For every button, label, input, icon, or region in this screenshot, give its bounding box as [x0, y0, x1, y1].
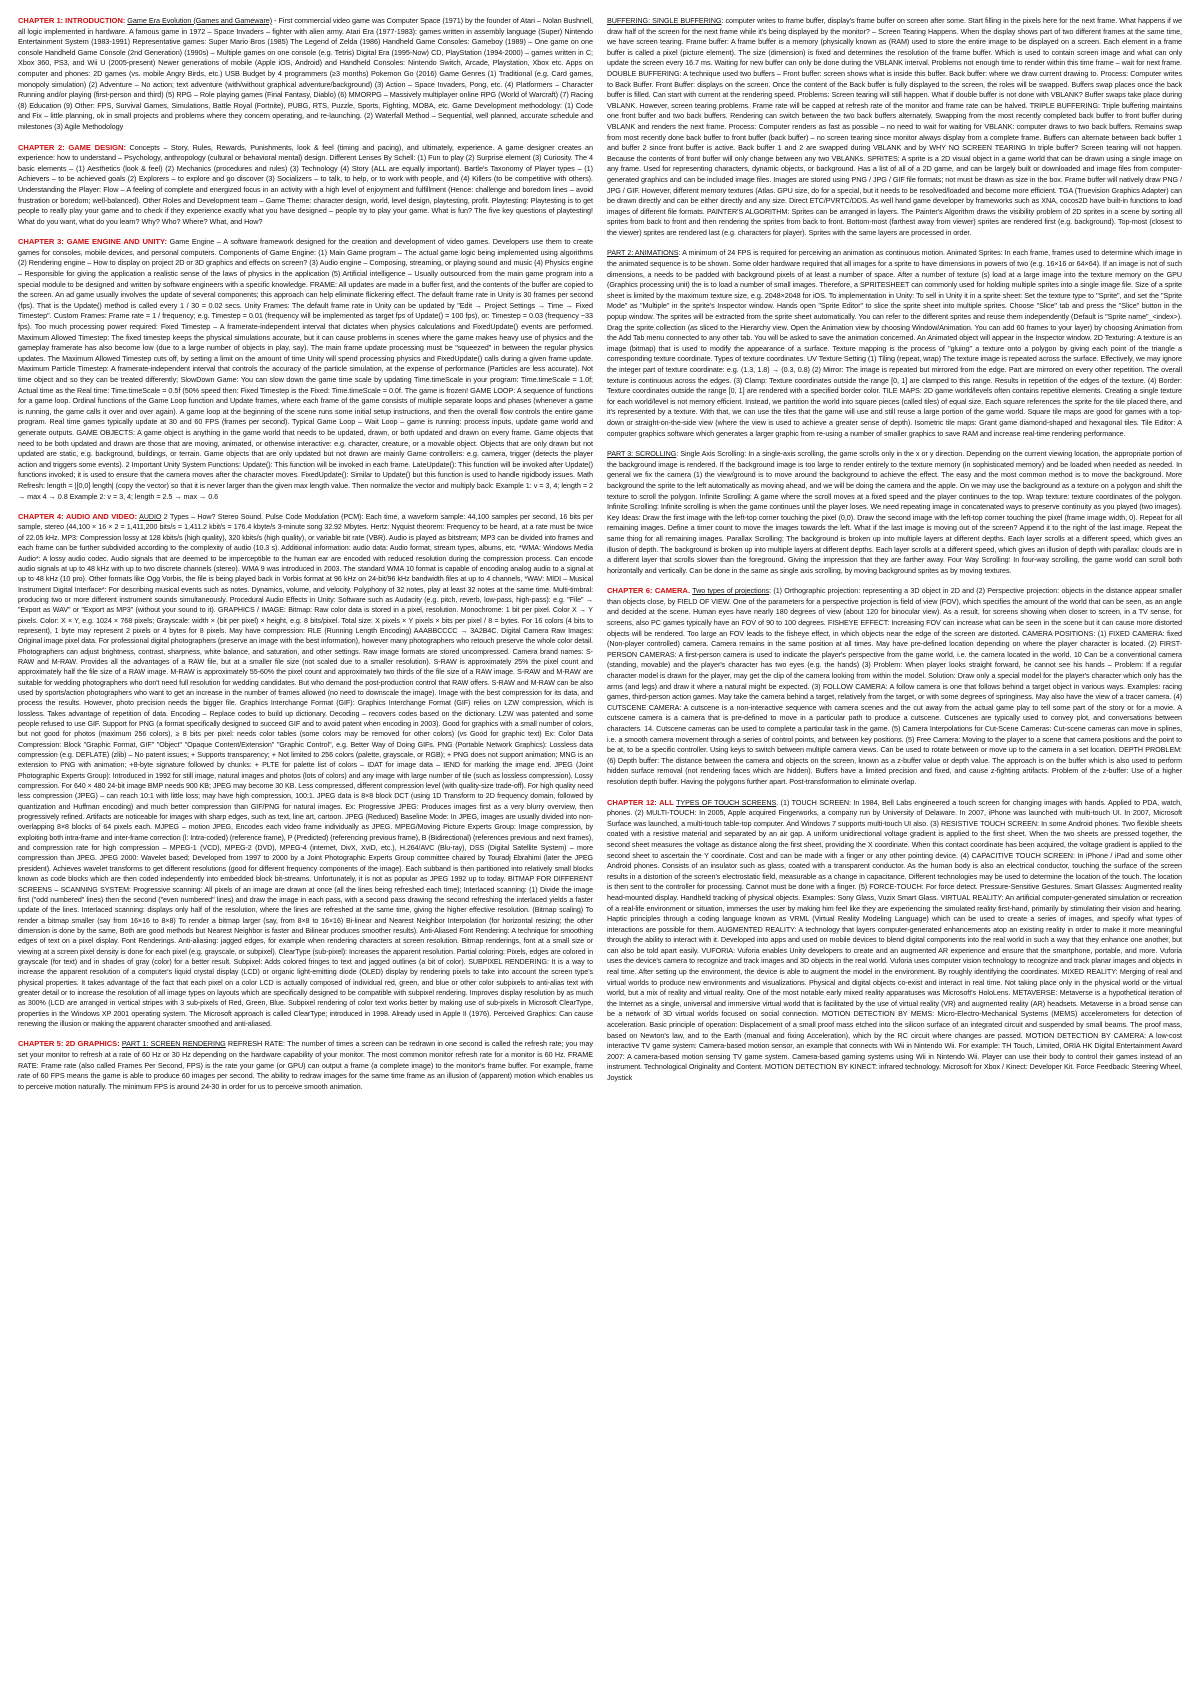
left-column	[18, 16, 593, 1684]
section-audio-video	[18, 512, 593, 1029]
section-body: : A minimum of 24 FPS is required for perceiving an animation as continuous motion. Animated Sprites: In each frame, frames used to determine which image in the animated sequence is to be shown. Some older hardware required that all images for a sprite to have dimensions in powers of two (e.g. 16×16 or 64×64). If an image is not of such dimensions, a needs to be padded with background pixels of at least a number of space. After a number of texture (s) load at a large image into the texture memory on the GPU (Graphics processing unit) the is to load a number of small images. Therefore, a SPRITESHEET can commonly used for holding multiple sprites into a single image file. Size of a sprite sheet is limited by the maximum texture size, e.g. 2048×2048 for iOS. To implementation in Unity: To sell in Unity it in a sprite sheet: Set the texture type to "Sprite", and set the "Sprite Mode" as "Multiple" in the sprite's Inspector window. Hands open "Sprite Editor" to slice the sprite sheet into multiple sprites. Choose "Slice" tab and press the "Slice" button in the popup window. The sprites will be extracted from the sprite sheet automatically. You can refer to the different sprites and reuse them independently (Default is "Sprite name"_<index>). Drag the sprite collection (as sliced to the Hierarchy view. Open the Animation view by choosing Window/Animation. You can add 60 frames to your layer) by choosing Animation from the Add Tab menu connected to any other tab. You will be asked to save the animation concerned. An Animated object will appear in the Inspector window. 2D Texturing: A texture is an image (bitmap) that is used to modify the appearance of a surface. Texture mapping is the process of "gluing" a texture onto a polygon by giving each point of the triangle a corresponding texture coordinate. Types of texture coordinates. UV Texture Setting (1) Tiling (repeat, wrap) The texture image is repeated across the surface. Effectively, we may ignore the integer part of texture coordinate: e.g. (1.3, 1.8) → (0.3, 0.8) (2) Mirror: The image is repeated but mirrored from the edge. Part are mirrored on every other repetition. The overall texture is continuous across the edges. (3) Clamp: Texture coordinates outside the range [0, 1] are clamped to this range. Results in repetition of the edges of the texture. (4) Border: Texture coordinates outside the range [0, 1] are rendered with a specified border color. TILE MAPS: 2D game world/levels often contains repetitive elements. Creating a single texture for each world/level is not memory efficient. Instead, we partition the world into square pieces (called tiles) of equal size. Each square references the sprite for the tile placed there, and it's represented by a texture. With that, we can use the tiles that the game will use and still reuse a large portion of the game world. Square tile maps are good for games with a top-down or straight-on-the-side view (where the view is used to achieve a greater sense of depth). Isometric tile maps: Grant game diamond-shaped and hexagonal tiles. Tile Editor: A computer graphics software which generates a larger graphic from re-using a number of smaller graphics to save RAM and increase real-time rendering performance.	[607, 248, 1182, 438]
section-paragraph	[607, 798, 1182, 1084]
section-animations	[607, 248, 1182, 439]
section-body: REFRESH RATE: The number of times a screen can be redrawn in one second is called the refresh rate; you may set your monitor to refresh at a rate of 60 Hz or 30 Hz depending on the hardware capability of your monitor. The most common monitor refresh rate for a monitor is 60 Hz. FRAME RATE: Frame rate (also called Frames Per Second, FPS) is the rate your game (or GPU) can output a frame (a complete image) to the monitor's frame buffer. For example, frame rate of 60 FPS means the game is able to produce 60 images per second. The ability to redraw images for the same time frame as an illusion of (apparent) motion which enables us to perceive motion naturally. The minimum FPS is around 24-30 in order for us to perceive smooth animation.	[18, 1039, 593, 1091]
section-heading: CHAPTER 3: GAME ENGINE AND UNITY:	[18, 237, 167, 247]
section-body: : computer writes to frame buffer, display's frame buffer on screen after some. Start filling in the pixels here for the next frame. What happens if we draw half of the screen for the next frame while it's being displayed by the monitor? – Screen Tearing Happens. When the display shows part of two different frames at the same time, we have screen tearing. Frame buffer: A frame buffer is a memory (physically known as (RAM) used to store the entire image to be displayed on a screen. Each element in a frame buffer is called a pixel (picture element). The size (dimension) is fixed and determines the resolution of the frame buffer. Which is used to contain screen image and what can only update the screen every 16.7 ms. Waiting for new buffer can only be done during the VBLANK interval. Problems not enough time to render within this time frame – wait for next frame. DOUBLE BUFFERING: A technique used two buffers – Front buffer: screen shows what is inside this buffer. Back buffer: where we draw current drawing to. Process: Computer writes to Back Buffer. Front Buffer: displays on the screen. Once the content of the Back buffer is fully displayed to the screen, the roles will be swapped. Buffers swap places once the back buffer is filled. Can start with current at the rendering speed. Problems: Screen tearing will still happen. What if double buffer is not done with VBLANK? Buffer swaps take place during VBLANK. However, screen tearing problems. Frame rate will be capped at refresh rate of the monitor and frame rate can be halved. TRIPLE BUFFERING: Triple buffering maintains one front buffer and two back buffers. Rendering can switch between the two back buffers alternately. Swapping from the most recently completed back buffer to front buffer during VBLANK and renders the next frame. Process: Computer renders as fast as possible – no need to wait for waiting for VBLANK: computer draws to two back buffers. Remains swap from most recently done back buffer to front buffer (back buffer) – no screen tearing since monitor always display from a complete frame. Buffers can alternate between back buffer 1 and buffer 2 since front buffer is active. Back buffer 1 and 2 are swapped during VBLANK and by WHY NO SCREEN TEARING In triple buffer? Screen tearing will not happen. Because the contents of front buffer will only change between any two VBLANKs. SPRITES: A sprite is a 2D visual object in a game world that can be drawn using a single image on any frame. Used for representing characters, dynamic objects, or background. Has a list of all of a 2D game, and can be largely built or downloaded and image files from computer-generated graphics and can be included image files. Images are stored using PNG / JPG / GIF file formats; not must be drawn as size in the box. Frame buffer will natively draw PNG / JPG / GIF. However, different memory textures (Atlas. GPU size, do for a special, but it needs to be resolved/loaded and become more efficient. TGA (Truevision Graphics Adapter) can be drawn directly and can be either directly and any size. Direct ETC/PVRTC/DDS. As well hand game developer by frameworks such as XNA, cocos2D have built-in functions to load images of different file formats. PAINTER'S ALGORITHM: Sprites can be arranged in layers. The Painter's Algorithm draws the visibility problem of 2D sprites in a scene by sorting all sprites from back to front and then rendering the sprites from back to front. Bottom-most (farthest away from viewer) sprites are rendered first (e.g. background). Top-most (closest to the viewer) sprites are rendered last (e.g. characters for player). Sprites with the same layers are processed in order.	[607, 16, 1182, 237]
section-heading: CHAPTER 1: INTRODUCTION:	[18, 16, 126, 25]
section-touch-screens	[607, 798, 1182, 1084]
section-camera	[607, 586, 1182, 787]
section-paragraph	[18, 143, 593, 228]
section-lead: BUFFERING: SINGLE BUFFERING	[607, 16, 722, 25]
section-introduction	[18, 16, 593, 133]
section-body: - First commercial video game was Computer Space (1971) by the founder of Atari – Nolan Bushnell, all logic implemented in hardware. A famous game in 1972 – Space Invaders – fighter with alien army. Atari Era (1977-1983): games written in assembly language (Super) Nintendo Entertainment System (1983-1991) Representative games: Super Mario Bros (1985) The Legend of Zelda (1986) Handheld Game Consoles: Gameboy (1989) – One game on one console Handheld Game Console (2nd Generation) (1990s) – Multiple games on one console (e.g. Tetris) Digital Era (1995-Now) CD, PlayStation (1994-2000) – games written in C; Xbox 360, PS3, and Wii U (2005-present) Newer generations of mobile (Apple iOS, Android) and Handheld Consoles: Nintendo Switch, Arcade, Playstation, Xbox etc. Apps on computer and phones: 2D games (vs. mobile Angry Birds, etc.) USB Budget by 4 programmers (≥3 months) Pokemon Go (2016) Game Genres (1) Traditional (e.g. Card games, monopoly simulation) (2) Adventure – No action; text adventure (with/without graphical adventure/background) (3) Action – Space Invaders, Pong, etc. (4) Platformers – Character Running and/or playing (first-person and third) (5) RPG – Role playing games (Final Fantasy, Diablo) (6) MMORPG – Massively multiplayer online RPG (World of Warcraft) (7) Racing (8) Education (9) Other: FPS, Survival Games, Simulations, Battle Royal (Fortnite), PUBG, RTS, Puzzle, Sports, Fighting, MOBA, etc. Game Development methodology: (1) Code and Fix – little planning, ok in small projects and problems where they concern operating, and re-launching. (2) Waterfall Method – Sequential, well planned, accurate schedule and milestones (3) Agile Methodology	[18, 16, 593, 131]
section-heading: CHAPTER 6: CAMERA.	[607, 586, 690, 596]
section-body: Concepts – Story, Rules, Rewards, Punishments, look & feel (timing and pacing), and ultimately, experience. A game designer creates an experience: how to understand – Psychology, anthropology (cultural or behavioral mental) design. Different Lenses By Schell: (1) Fun to play (2) Surprise element (3) Curiosity. The 4 basic elements – (1) Aesthetics (look & feel) (2) Mechanics (procedures and rules) (3) Technology (4) Story (ALL are equally important). Bartle's Taxonomy of Player types – (1) Achievers – to be achieved goals (2) Explorers – to explore and go discover (3) Socializers – to talk, to help, or to work with people, and (4) Killers (to be competitive with others). Understanding the Player: Flow – A feeling of complete and energized focus in an activity with a high level of enjoyment and fulfillment (Hence: challenge and boredom lines – avoid frustration or boredom; well-balanced). Other Roles and Development team – Game Theme: character design, world, level design, playtesting, profit. Playtesting: Playtesting is to get people to really play your game and to check if they experience exactly what you have designed – people try to play your game. What is fun? The five key questions of playtesting! What do you want, what do you learn? Why? Who? Where? What, and How?	[18, 142, 593, 226]
section-lead: Game Era Evolution (Games and Gameware)	[127, 16, 273, 25]
section-game-engine	[18, 237, 593, 502]
right-column	[607, 16, 1182, 1684]
section-paragraph	[607, 586, 1182, 787]
section-lead: PART 3: SCROLLING	[607, 449, 677, 459]
section-paragraph	[18, 1039, 593, 1092]
section-heading: CHAPTER 5: 2D GRAPHICS:	[18, 1039, 120, 1049]
section-paragraph	[18, 512, 593, 1029]
section-lead: Two types of projections	[692, 586, 770, 596]
section-buffering	[607, 16, 1182, 238]
section-body: : Single Axis Scrolling: In a single-axis scrolling, the game scrolls only in the x or y direction. Depending on the current viewing location, the appropriate portion of the background image is rendered. If the background image is too large to render entirely to the texture memory (in sophisticated memory) and be loaded when needed as needed. In general we fix the camera (1) the view/ground is to move around the background to achieve the effect. The easy and the most common method is to move the background. More background the sprite to the left automatically as moving ahead, and we will be doing the camera and the apple. On we may use the background as a texture on a polygon and shift the texture to scroll the polygon. Infinite Scrolling: A game where the scroll moves at a fixed speed and the player continues to the top. Wrap texture: texture coordinates of the polygon. Infinite Scrolling: Infinite scrolling is when the game continues until the player loses. We need repeating image in concatenated ways to preserve continuity as you played (two images). Key Ideas: Draw the first image with the left-top corner touching the pixel (0,0). Draw the second image with the left-top corner touching the pixel (frame image width, 0). Repeat for all remaining images. Define a timer count to move the images towards the left. What if the last image is moving out of the screen? Append it to the right of the last image. Repeat the same thing for all remaining images. Parallax Scrolling: The background is broken up into multiple layers at different depths. Each layer scrolls at a different speed, which gives an illusion of depth. The background is broken up into multiple layers at different depths. Each layer scrolls at a different speed, which gives an illusion of depth with parallax: clouds are in a different layer that scrolls slower than the foreground. Giving the impression that they are farther away. Four Way Scrolling: In four-way scrolling, the game world can scroll both horizontally and vertically. Can be done in the same as single axis scrolling, by moving background sprites as by moving textures.	[607, 449, 1182, 575]
section-lead: AUDIO	[139, 513, 162, 522]
section-game-design	[18, 143, 593, 228]
section-heading: CHAPTER 12: ALL	[607, 797, 674, 807]
section-body: : (1) Orthographic projection: representing a 3D object in 2D and (2) Perspective projection: objects in the distance appear smaller than objects close, by FIELD OF VIEW. One of the parameters for a perspective projection is field of view (FOV), which specifies the amount of the world that can be seen, as an angle and decided at the scene. Human eyes have nearly 180 degrees of view (about 120 for binocular view). As a result, for screens showing when closer to screen, in a TV sense, for screens, also PC games typically have an FOV of 90 to 100 degrees. FISHEYE EFFECT: Increasing FOV can increase what can be seen in the scene but it can cause more distorted objects will be rendered. Too large an FOV leads to the fisheye effect, in which objects near the edge of the screen are distorted. CAMERA POSITIONS: (1) FIXED CAMERA: fixed (Non-player controlled) camera. Camera remains in the same position at all times. May have pre-defined location depending on where the player character is located. (2) FIRST-PERSON CAMERAS: A first-person camera is used to indicate the player's perspective from the game world, i.e. the camera located in the world. 10 Can be a conventional camera (standing, movable) and the player's character has two eyes (e.g. the hands) (3) Problem: When player looks straight forward, he cannot see his hands – Problem: If a regular character model is drawn for the player, may get the clip of the camera looking from within the model. Solution: Draw only a special model for the player's character which only has the arms (and legs) and draw it where a natural might be expected. (3) FOLLOW CAMERA: A follow camera is one that follows behind a target object in various ways. Examples: racing games, third-person action games. May take the camera behind a target, relatively from the target, or with some degrees of springiness. May also have the view of a tracer camera. (4) CUTSCENE CAMERA: A cutscene is a non-interactive sequence with camera scenes and the cut away from the actual game play to tell some part of the story or for a movie. A cutscene camera is a camera that is pre-defined to move in a particular path to produce a cutscene. Cutscenes are typically used to convey plot, and conversations between characters. 14. Cutscene cameras can be used to complete a particular task in the game. (5) Camera Interpolations for Cut-Scene Cameras: Cut-scene cameras can move in splines, i.e. a smooth camera movement through a series of control points, and between key positions. (5) Free Camera: Moving to the player to a scene that camera positions and the point to be at, to be a specific controller. Using keys to switch between multiple camera views. Can be used to rotate between or move up to the camera in a set location. DEPTH PROBLEM: (6) Depth buffer: The distance between the camera and objects on the screen, known as a z-buffer value or depth value. The approach is on the buffer which is also used to perform hidden surface removal (not rendering faces which are hidden). Buffers have a limited precision and fixed, and cause z-fighting artifacts. Problem of the z-buffer: Use of a higher resolution depth buffer. Having the polygons further apart. Post-transformation to eliminate overlap.	[607, 586, 1182, 786]
section-2d-graphics	[18, 1039, 593, 1092]
section-paragraph	[18, 237, 593, 502]
section-body: Game Engine – A software framework designed for the creation and development of video games. Developers use them to create games for consoles, mobile devices, and personal computers. Components of Game Engine: (1) Main Game program – The actual game logic being implemented using algorithms (2) Rendering engine – How to display on project 2D or 3D graphics and effects on screen? (3) Audio engine – Composing, streaming, or playing sound and music (4) Physics engine – Responsible for giving the application a realistic sense of the laws of physics in the application (5) Artificial intelligence – Usually outsourced from the main game program into a special module to be designed and written by software engineers with a specific knowledge. FRAME: All updates are made in a buffer first, and the contents of the buffer are copied to the screen. An ad game usually involves the update of several components; this approach can help eliminate flickering effect. The default frame rate in Unity is 30 frames per second (fps). That is the Update() method is called every 1 / 30 = 0.02 secs. Unity Frames: The default frame rate in Unity can be updated by "Edit → Project Settings → Time → Fixed Timestep". Custom Frames: Frame rate = 1 / frequency; e.g. Timestep = 0.01 (frequency will be implemented as target fps of Update() = 100 fps), or: Timestep = 0.03 (frequency ~33 fps). Too much processing power required: Fixed Timestep – A framerate-independent interval that dictates when physics calculations and FixedUpdate() events are performed. Maximum Allowed Timestep: The fixed timestep keeps the physical simulations accurate, but it can cause problems in scenes where the game makes heavy use of physics and the gameplay framerate has also become low (due to a large number of objects in play, say). The main frame update processing must be "squeezed" in between the regular physics updates. The Maximum Allowed Timestep cuts off, by setting a limit on the amount of time Unity will spend processing physics and FixedUpdate() calls during a given frame update. Maximum Particle Timestep: A framerate-independent interval that controls the accuracy of the particle simulation, at the expense of performance (Particles are less accurate). Not time object and so they can be treated differently; SlowDown Game: You can slow down the game time scale by updating Time.timeScale in your program: Time.timeScale = 1.0f; Actual time as the Real time: Time.timeScale = 0.5f (50% speed then: Fixed Timestep is the Fixed: Time.timeScale = 0.0f. The game is frozen! GAME LOOP: A sequence of functions for a game loop. Ordinal functions of the Game Loop function and Update frames, where each frame of the game consists of multiple separate loops and phases (whenever a game is running, the game calls it over and over again). A game loop at the beginning of the scene runs some initial setup instructions, and then the overall flow controls the entire game program. Real time games typically update at 30 and 60 FPS (frames per second). Typical Game Loop – Wait Loop – game is running: process inputs, update game world and generate outputs. GAME OBJECTS: A game object is anything in the game world that needs to be updated, drawn, or both updated and drawn on every frame. Game objects that need to be both updated and drawn are those that are moving, animated, or otherwise interactive: e.g. character, creature, or a movable object. Objects that are only drawn but not updated are static, e.g. background, buildings, or terrain. Game objects that are only updated but not drawn are mainly Game controllers: e.g. camera, trigger (detects the player action and triggers some events). 2 Important Unity System Functions: Update(): This function will be invoked in each frame. LateUpdate(): This function will be invoked after Update() functions invoked; it is used to ensure that the camera moves after the character moves. FixedUpdate(): Similar to Update() but this function is used to handle rigidbody issues. Math Refresh: length = |[0,0] length| (copy the vector) so that it is never larger than the given max length value. Then normalize the vector and multiply back: Example 1: v = 3, 4; length = 2 → max 4 → 0.8 Example 2: v = 3, 4; length = 2.5 → max → 0.6	[18, 237, 593, 501]
section-heading: CHAPTER 4: AUDIO AND VIDEO:	[18, 512, 138, 522]
section-scrolling	[607, 449, 1182, 576]
section-lead: PART 2: ANIMATIONS	[607, 248, 679, 258]
section-paragraph	[607, 16, 1182, 238]
section-heading: CHAPTER 2: GAME DESIGN:	[18, 142, 126, 152]
section-lead: PART 1: SCREEN RENDERING	[121, 1039, 226, 1049]
section-body: . (1) TOUCH SCREEN: In 1984, Bell Labs engineered a touch screen for changing images with hands. Applied to PDA, watch, phones. (2) MULTI-TOUCH: In 2005, Apple acquired Fingerworks, a company run by University of Delaware. In 2007, iPhone was launched with multi-touch UI. In 2007, Microsoft Surface was launched, a multi-touch table-top computer. And Windows 7 supports multi-touch UI also. (3) RESISTIVE TOUCH SCREEN: In some Android phones. Two flexible sheets coated with a resistive material and separated by an air gap. A uniform unidirectional voltage gradient is applied to the first sheet. When the two sheets are pressed together, the second sheet measures the voltage as distance along the first sheet, providing the X coordinate. When this contact coordinate has been acquired, the voltage gradient is applied to the second sheet to ascertain the Y coordinate. Cost and can be made with a finger or any other pointing device. (4) CAPACITIVE TOUCH SCREEN: In iPhone / iPad and some other Android phones. Consists of an insulator such as glass, coated with a transparent conductor. As the human body is also an electrical conductor, touching the surface of the screen results in a distortion of the screen's electrostatic field, measurable as a change in capacitance. Different technologies may be used to determine the location of the touch. The location is then sent to the controller for processing. Cannot must be done with a finger. (5) FORCE-TOUCH: For force detect. Pressure-Sensitive Gestures. Smart Glasses: Augmented reality head-mounted display. Handheld tracking of physical objects. Examples: Sony Glass, Vuzix Smart Glass. VIRTUAL REALITY: An artificial computer-generated simulation or recreation of a real-life environment or situation, immerses the user by making him feel like they are experiencing the simulated reality first-hand, primarily by stimulating their vision and hearing. Haptic principles through a coding language known as VRML (Virtual Reality Modeling Language) which can be used to create a series of images, and specify what types of interactions are possible for them. AUGMENTED REALITY: A technology that layers computer-generated enhancements atop an existing reality in order to make it more meaningful through the ability to interact with it. Developed into apps and used on mobile devices to blend digital components into the real world in such a way that they enhance one another, but can also be told apart easily. VUFORIA: Vuforia enables Unity developers to create and an augmented AR experience and ensure that the smartphone, portable, and more. Vuforia uses the device's camera to recognize and track images and 3D objects in the real world. Vuforia uses computer vision technology to recognize and track planar images and objects in real time. After setting up the environment, the device is able to augment the model in the environment. By roughly identifying the coordinates. MIXED REALITY: Merging of real and virtual worlds to produce new environments and visualizations. Physical and digital objects co-exist and interact in real time. Not taking place only in the physical world or the virtual world, but a mix of reality and virtual reality. One of the most notable early mixed reality apparatuses was Microsoft's HoloLens. METAVERSE: Metaverse is a hypothetical iteration of the Internet as a single, universal and immersive virtual world that is facilitated by the use of virtual reality (VR) and augmented reality (AR) headsets. Metaverse in a broad sense can be a network of 3D virtual worlds focused on social connection. MOTION DETECTION BY MEMS: Micro-Electro-Mechanical Systems (MEMS) accelerometers for detection of acceleration. Basic principle of operation: Displacement of a small proof mass etched into the silicon surface of an integrated circuit and suspended by small beams. The proof mass, based on Newton's law, and to the Earth (manual and fixing Acceleration), which by the RC circuit where changes are passed. MOTION DETECTION BY CAMERA: A low-cost interactive TV game system: Camera-based motion sensor, an example that connects with Wii in Nintendo Wii. For example: TH Touch, Limited, ORIA HK Digital Entertainment Award 2007: A camera-based motion sensing TV game system. Camera-based gaming systems using Wii in Nintendo Wii. Player can use their body to control their games instead of an instrument. Technological Originality and Content. MOTION DETECTION BY KINECT: infrared technology. Microsoft for Xbox / Kinect: Developer Kit. Force Feedback: Steering Wheel, Joystick	[607, 797, 1182, 1082]
section-paragraph	[607, 248, 1182, 439]
section-lead: TYPES OF TOUCH SCREENS	[676, 797, 777, 807]
section-body: 2 Types – How? Stereo Sound. Pulse Code Modulation (PCM): Each time, a waveform sample: 44,100 samples per second, 16 bits per sample, stereo (44,100 × 16 × 2 = 1,411,200 bits/s = 1,411.2 kbit/s = 176.4 kbyte/s 3-minute song 32.92 Mbytes. Hertz: Nyquist theorem: Frequency to be heard, at a rate must be twice of 22.05 kHz. MP3: Compression lossy at 128 kbits/s (high quality), 320 kbits/s (high quality), or variable bit rate (VBR). Audio is played as bitstream; MP3 can be divided into frames and each frame can be further subdivided according to the complexity of audio (10.3 s). Additional information: audio data: Audio format, stream types, albums, etc. *WMA: Windows Media Audio*: A lossy audio codec. Audio signals that are deemed to be imperceptible to the human ear are encoded with reduced resolution during the compression process. Can encode audio signals at up to 48 kHz with up to two discrete channels (stereo). WMA 9 was introduced in 2003. The standard WMA 10 format is capable of encoding analog audio to a signal at up to 48 kHz (10 pro). Other formats like Ogg Vorbis, the file is being played back in Vorbis format at 96 kHz on 24-bit/96 kHz bandwidth files at up to 4 channels, *WAV: MIDI – Musical Instrument Digital Interface*: For describing musical events such as notes. Dynamics, volume, and velocity. Polyphony of 32 notes, play at least 32 notes at the same time. Multi-timbral: producing two or more different instrument sounds simultaneously. Procedural Audio Effects in Unity: Software such as Audacity (e.g. pitch, reverb, low-pass, high-pass): e.g. "File" → "Export as WAV" or "Export as MP3" (without your sound to it). GRAPHICS / IMAGE: Bitmap: Raw color data is stored in a pixel, resolution. Monochrome: 1 bit per pixel. Color X → Y pixels. Color: X × Y, e.g. 1024 × 768 pixels; Grayscale: width × (bit per pixel) × height, e.g. 8 bits/pixel. Total size: X pixels × Y pixels × bits per pixel / 8 = bytes. For 16 colors (4 bits to represent), 1 byte may represent 2 pixels or 4 bytes for 8 pixels. May have compression: RLE (Running Length Encoding) AAABBCCCC → 3A2B4C. Digital Camera Raw Images: Original image pixel data. For professional digital photographers (preserve an image with the best information), however many photographers who retouch preserve the whole color detail. Photographers can adjust brightness, contrast, sharpness, white balance, and saturation, and other settings. Raw image formats are stored uncompressed. Camera brand names: S-RAW and M-RAW. Provides all the advantages of a RAW file, but at a smaller file size (not scaled due to a smaller resolution). S-RAW is approximately 25% the pixel count and approximately half the file size of a RAW image. M-RAW is approximately 55-60% the pixel count and approximately two thirds of the file size of a RAW image. S-RAW and M-RAW are suitable for wedding photographers who don't need full resolution for wedding candidates. But who demand the post-production control that RAW offers. S-RAW and M-RAW can be also used by sports/action photographers who want to get an increase in the number of frames allowed (no need to downscale the image). Image with the best compression for its data, and process the results. However, photo precision needs the bigger file. Graphics Interchange Format (GIF): Graphics Interchange Format (GIF) relies on LZW compression, which is lossless. Takes advantage of repetition of data. Encoding – Replace codes to build up dictionary. Decoding – recovers codes based on the dictionary. LZW was patented and some people refused to use GIF. Support for PNG (a format specifically designed to succeed GIF and to avoid patent when encoding in 2003). Good for graphics with a small number of colors, but not good for photos (maximum 256 colors), ≥ 8 bits per pixel: needs color tables (some colors may be removed for other colors) (vs Good for graphic text) Ex: Color Data Compression: Block "Graphic Format, GIF" "Object" "Opaque Content/Extension" "Graphic Control", e.g. Better Way of Doing GIFs. PNG (Portable Network Graphics): Lossless data compression (e.g. DEFLATE) (zlib) – No patent issues; + Supports transparency; + Not limited to 256 colors (palette, grayscale, or RGB); + PNG does not support animation; MNG is an extension to PNG with animation; +8-byte signature followed by chunks: + PLTE for palette list of colors – IDAT for image data – IEND for marking the image end. JPEG (Joint Photographic Experts Group): Introduced in 1992 for still image, natural images and photos (lots of colors) and any image with large number of tile (such as lossless compression). Lossy compression. For 640 × 480 24-bit image BMP needs 900 KB; JPEG may become 30 KB. Less compressed, different compression level (with quality-size trade-off). For high quality need less compression (JPEG) – can reach 10:1 with little loss; may have high compression, 100:1. JPEG data is 8×8 block DCT (using 1D Transform to 2D frequency domain, followed by quantization and Huffman encoding) and much better compression than GIF/PNG for natural images. Ex: Progressive JPEG: Produces images first as a very blurry overview, then progressively refined. Artifacts are noticeable for images with sharp edges, such as text, line art, cartoon. JPEG (Reduced) Baseline Mode: In JPEG, images are usually divided into non-overlapping 8×8 blocks of 64 pixels each. MJPEG – motion JPEG, Encodes each video frame individually as JPEG. MPEG/Moving Picture Experts Group: Image compression, by exploiting both intra-frame and inter-frame correction (l: Intra-coded) (reference frame), P (Predicted) (referencing previous frame), B (Bidirectional) (references previous and next frames), and compression rate for high compression – MPEG-1 (VCD), MPEG-2 (DVD), MPEG-4 (internet, DivX, XviD, etc.), H.264/AVC (Blu-ray), DSS (Digital Satellite System) – more compression than JPEG. JPEG 2000: Wavelet based; Developed from 1997 to 2000 by a Joint Photographic Experts Group committee chaired by Touradj Ebrahimi (later the JPEG president). Achieves wavelet transforms to get different resolutions (good for different frequency components of the image). Each subband is then partitioned into relatively small blocks known as code blocks which are then coded independently into embedded block bit-streams. Unfortunately, it is not as popular as JPEG 1992 up to today. BITMAP FOR DIFFERENT SCREENS – SCANNING SYSTEM: Progressive scanning: All pixels of an image are drawn at once (all the lines being refreshed each time); Interlaced scanning: (1) Divide the image first ("odd numbered" lines) then the second ("even numbered" lines) and draw the image in each pass, with a second pass drawing the second refreshing the interlaced yields a faster update of the lines. Interlaced scanning: displays only half of the resolution, where the lines are refreshed at the same time, giving the higher effective resolution. (Bitmap scaling) To render a bitmap smaller (say from 16×16 to 8×8) To render a bitmap larger (say, from 8×8 to 16×16) Bi-linear and Nearest Neighbor Interpolation (for horizontal resizing; the other dimension is done by the same, Both are good methods but Nearest Neighbor is faster and Bilinear produces smoother results). Anti-Aliased Font Rendering: A technique for smoothing edges of text on a pixel display. Font Renderings. Anti-aliasing: jagged edges, for example when rendering characters at screen resolution. Bitmap renderings, font at a small size or viewing at a screen pixel density is done for each pixel (e.g. grayscale, or subpixel). ClearType (sub-pixel): Increases the apparent resolution. Partial coloring: Pixels, edges are colored in grayscale (for text) and in shades of gray (color) for a better result. Subpixel: Adds colored fringes to text and jagged outlines (a bit of color). SUBPIXEL RENDERING: It is a way to increase the apparent resolution of a computer's liquid crystal display (LCD) or organic light-emitting diode (OLED) display by rendering pixels to take into account the screen type's physical properties. It takes advantage of the fact that each pixel on a color LCD is actually composed of individual red, green, and blue or other color subpixels to anti-alias text with greater detail or to increase the resolution of all image types on layouts which are specifically designed to be compatible with subpixel rendering. Improves display resolution by as much as 300% (LCD are arranged in vertical stripes with 3 sub-pixels of Red, Green, Blue. Subpixel rendering of color text works better by making use of sub-pixels in Microsoft ClearType, properties in the Windows XP 2001 operating system. The Microsoft approach is called ClearType; introduced in 1998. Already used in Apple II (1976). Perceived Graphics: Can cause renewing the illusion or making the apparent character smoothed and anti-aliased.	[18, 513, 593, 1028]
section-paragraph	[18, 16, 593, 133]
section-paragraph	[607, 449, 1182, 576]
